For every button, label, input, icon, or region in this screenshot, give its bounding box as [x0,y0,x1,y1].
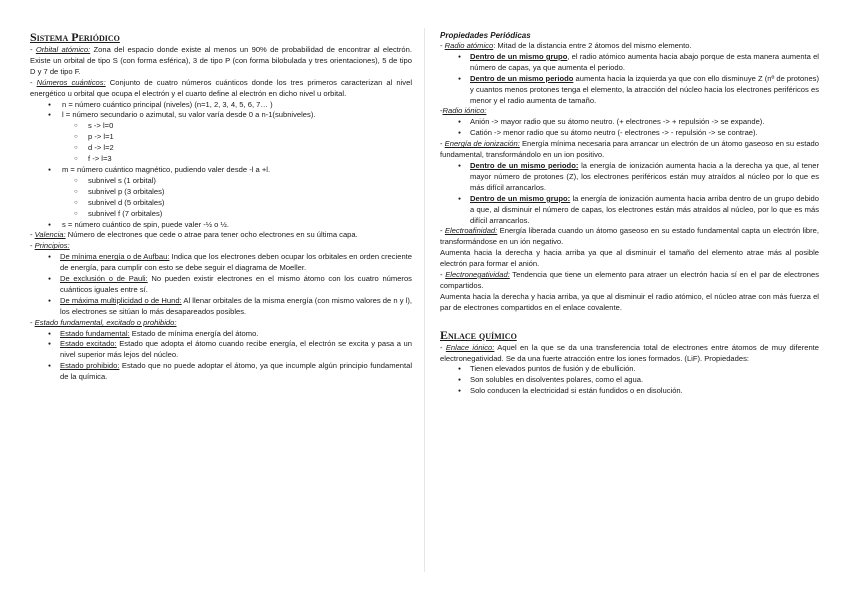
electroneg-term: Electronegatividad: [445,270,510,280]
numeros-text: Conjunto de cuatro números cuánticos donde los tres primeros caracterizan al nivel energético u orbital que ocupa el electrón y el cuarto define al electrón en dicho nivel u orbital. [30,77,413,98]
section-title-propiedades: Propiedades Periódicas [440,31,531,40]
left-column [30,30,412,383]
enlace-list [440,364,819,397]
principio-text: Al llenar orbitales de la misma energía (con mismo valores de n y l), los electrones se sitúan lo más desapareados posibles. [60,295,412,316]
list-item: ○ subnivel f (7 orbitales) [62,209,412,220]
estado-prohibido-term: Estado prohibido: [60,361,120,371]
estado-fundamental-term: Estado fundamental: [60,328,130,338]
list-item [30,361,412,383]
l-sublist [62,121,412,165]
estado-term: Estado fundamental, excitado o prohibido: [34,317,177,327]
numeros-term: Números cuánticos: [36,77,106,87]
list-item [30,329,412,340]
estado-text: Estado que adopta el átomo cuando recibe energía, el electrón se excita y pasa a un nivel superior más lejos del núcleo. [60,339,412,360]
principios-list [30,252,412,317]
principio-hund-term: De máxima multiplicidad o de Hund: [60,295,182,305]
enlace-ionico-paragraph: - Enlace iónico: Aquel en la que se da una transferencia total de electrones entre átomos de muy diferente electronegatividad. Se da una fuerte atracción entre los iones formados. (LiF). Propiedades: [440,342,820,363]
periodo-term: Dentro de un mismo periodo [470,73,574,83]
list-item: ○ subnivel p (3 orbitales) [62,187,412,198]
principio-aufbau-term: De mínima energía o de Aufbau: [60,252,170,262]
section-title-enlace: Enlace químico [440,327,517,342]
list-item [440,52,819,74]
list-item: ○ f -> l=3 [62,154,412,165]
list-item: ● Son solubles en disolventes polares, como el agua. [440,375,819,386]
list-item: ○ d -> l=2 [62,143,412,154]
periodo-term: Dentro de un mismo periodo: [470,160,579,170]
list-item-s: ● s = número cuántico de spin, puede valer -½ o ½. [30,220,412,231]
m-text: m = número cuántico magnético, pudiendo valer desde -l a +l. [62,164,271,174]
valencia-text: Número de electrones que cede o atrae para tener ocho electrones en su última capa. [65,230,358,240]
electroneg-text: Tendencia que tiene un elemento para atraer un electrón hacia sí en el par de electrones compartidos. [440,270,819,290]
quantum-numbers-list [30,100,412,231]
numeros-paragraph: - Números cuánticos: Conjunto de cuatro números cuánticos donde los tres primeros caracterizan al nivel energético u orbital que ocupa el electrón y el cuarto define al electrón en dicho nivel u orbital. [30,77,413,98]
estado-list [30,329,412,384]
right-column [440,30,819,397]
principio-pauli-term: De exclusión o de Pauli: [60,274,148,284]
principio-text: Indica que los electrones deben ocupar los orbitales en orden creciente de energía, para cumplir con esto se debe seguir el diagrama de Moeller. [60,252,412,273]
enlace-ionico-term: Enlace iónico: [445,342,495,352]
ionizacion-list [440,161,819,226]
m-sublist [62,176,412,220]
valencia-paragraph: - Valencia: Número de electrones que cede o atrae para tener ocho electrones en su última capa. [30,230,358,240]
estado-heading: - Estado fundamental, excitado o prohibido: [30,317,177,327]
radio-atomico-term: Radio atómico [444,41,494,50]
l-text: l = número secundario o azimutal, su valor varía desde 0 a n-1(subniveles). [62,110,316,120]
list-item-n: ● n = número cuántico principal (niveles) (n=1, 2, 3, 4, 5, 6, 7… ) [30,100,412,111]
radio-atomico-list [440,52,819,107]
radio-ionico-heading: -Radio iónico: [440,106,487,116]
list-item: ● Anión -> mayor radio que su átomo neutro. (+ electrones -> + repulsión -> se expande). [440,117,819,128]
radio-atomico-text: : Mitad de la distancia entre 2 átomos del mismo elemento. [493,41,692,50]
list-item: ● Tienen elevados puntos de fusión y de ebullición. [440,364,819,375]
list-item [30,274,412,296]
grupo-term: Dentro de un mismo grupo [470,51,568,61]
electroneg-paragraph-2: Aumenta hacia la derecha y hacia arriba, ya que al disminuir el radio atómico, el núcleo atrae con más fuerza el par de electrones compartidos en el enlace covalente. [440,291,819,312]
principios-term: Principios: [34,241,70,251]
valencia-term: Valencia: [34,230,66,240]
orbital-term: Orbital atómico: [35,45,91,54]
estado-text: Estado que no puede adoptar el átomo, ya que incumple algún principio fundamental de la química. [60,361,412,382]
principios-heading: - Principios: [30,241,70,251]
electroneg-paragraph: - Electronegatividad: Tendencia que tiene un elemento para atraer un electrón hacia sí en el par de electrones compartidos. [440,270,819,290]
principio-text: No pueden existir electrones en el mismo átomo con los cuatro números cuánticos iguales entre sí. [60,274,412,294]
list-item [30,339,412,361]
list-item: ○ subnivel s (1 orbital) [62,176,412,187]
list-item: ○ p -> l=1 [62,132,412,143]
list-item-l [30,110,412,165]
radio-ionico-term: Radio iónico: [442,106,487,116]
radio-atomico-paragraph: - Radio atómico: Mitad de la distancia entre 2 átomos del mismo elemento. [440,41,692,50]
list-item: ○ subnivel d (5 orbitales) [62,198,412,209]
orbital-paragraph: - Orbital atómico: Zona del espacio donde existe al menos un 90% de probabilidad de encontrar al electrón. Existe un orbital de tipo S (con forma esférica), 3 de tipo P (con forma bilobulada y tres orientaciones), 5 de tipo D y 7 de tipo F. [30,45,412,76]
afinidad-term: Electroafinidad: [444,226,498,236]
item-text: la energía de ionización aumenta hacia arriba dentro de un grupo debido a que, al disminuir el número de capas, los electrones están más atraídos al núcleo, por lo que es más difícil arrancarlos. [470,193,819,225]
list-item-m [30,165,412,220]
afinidad-text: Energía liberada cuando un átomo gaseoso en su estado fundamental capta un electrón libre, transformándose en un ión negativo. [440,226,820,247]
estado-excitado-term: Estado excitado: [60,339,117,349]
list-item: ○ s -> l=0 [62,121,412,132]
ionizacion-text: Energía mínima necesaria para arrancar un electrón de un átomo gaseoso en su estado fundamental, transformándolo en un ion positivo. [440,139,819,160]
orbital-text: Zona del espacio donde existe al menos un 90% de probabilidad de encontrar al electrón. Existe un orbital de tipo S (con forma esférica), 3 de tipo P (con forma bilobulada y tres orientaciones), 5 de tipo D y 7 de tipo F. [30,45,412,76]
estado-text: Estado de mínima energía del átomo. [129,328,259,338]
list-item: ● Catión -> menor radio que su átomo neutro (- electrones -> - repulsión -> se contrae). [440,128,819,139]
list-item [30,252,412,274]
enlace-ionico-text: Aquel en la que se da una transferencia total de electrones entre átomos de muy diferente electronegatividad. Se da una fuerte atracción entre los iones formados. (LiF). Propiedades: [440,342,820,363]
afinidad-paragraph: - Electroafinidad: Energía liberada cuando un átomo gaseoso en su estado fundamental capta un electrón libre, transformándose en un ión negativo. [440,226,820,247]
list-item: ● Solo conducen la electricidad si están fundidos o en disolución. [440,386,819,397]
afinidad-paragraph-2: Aumenta hacia la derecha y hacia arriba ya que al disminuir el tamaño del elemento atrae más al posible electrón para formar el anión. [440,248,819,269]
radio-ionico-list [440,117,819,139]
item-text: , el radio atómico aumenta hacia abajo porque de esta manera aumenta el número de capas, ya que aumenta el periodo. [470,51,819,72]
ionizacion-paragraph: - Energía de ionización: Energía mínima necesaria para arrancar un electrón de un átomo gaseoso en su estado fundamental, transformándolo en un ion positivo. [440,139,819,160]
column-divider [424,28,425,572]
list-item [30,296,412,318]
grupo-term: Dentro de un mismo grupo: [470,193,571,203]
section-title-sistema-periodico: Sistema Periódico [30,30,120,44]
list-item [440,194,819,227]
item-text: la energía de ionización aumenta hacia a la derecha ya que, al tener mayor número de protones (Z), los electrones periféricos están muy atraídos al núcleo por lo que es más difícil arrancarlos. [470,160,819,192]
item-text: aumenta hacia la izquierda ya que con ello disminuye Z (nº de protones) y cuantos menos protones tenga el elemento, la atracción del núcleo hacia los electrones periféricos es menor y el radio aumenta de tamaño. [470,73,819,105]
list-item [440,161,819,194]
ionizacion-term: Energía de ionización: [444,139,520,149]
list-item [440,74,819,107]
